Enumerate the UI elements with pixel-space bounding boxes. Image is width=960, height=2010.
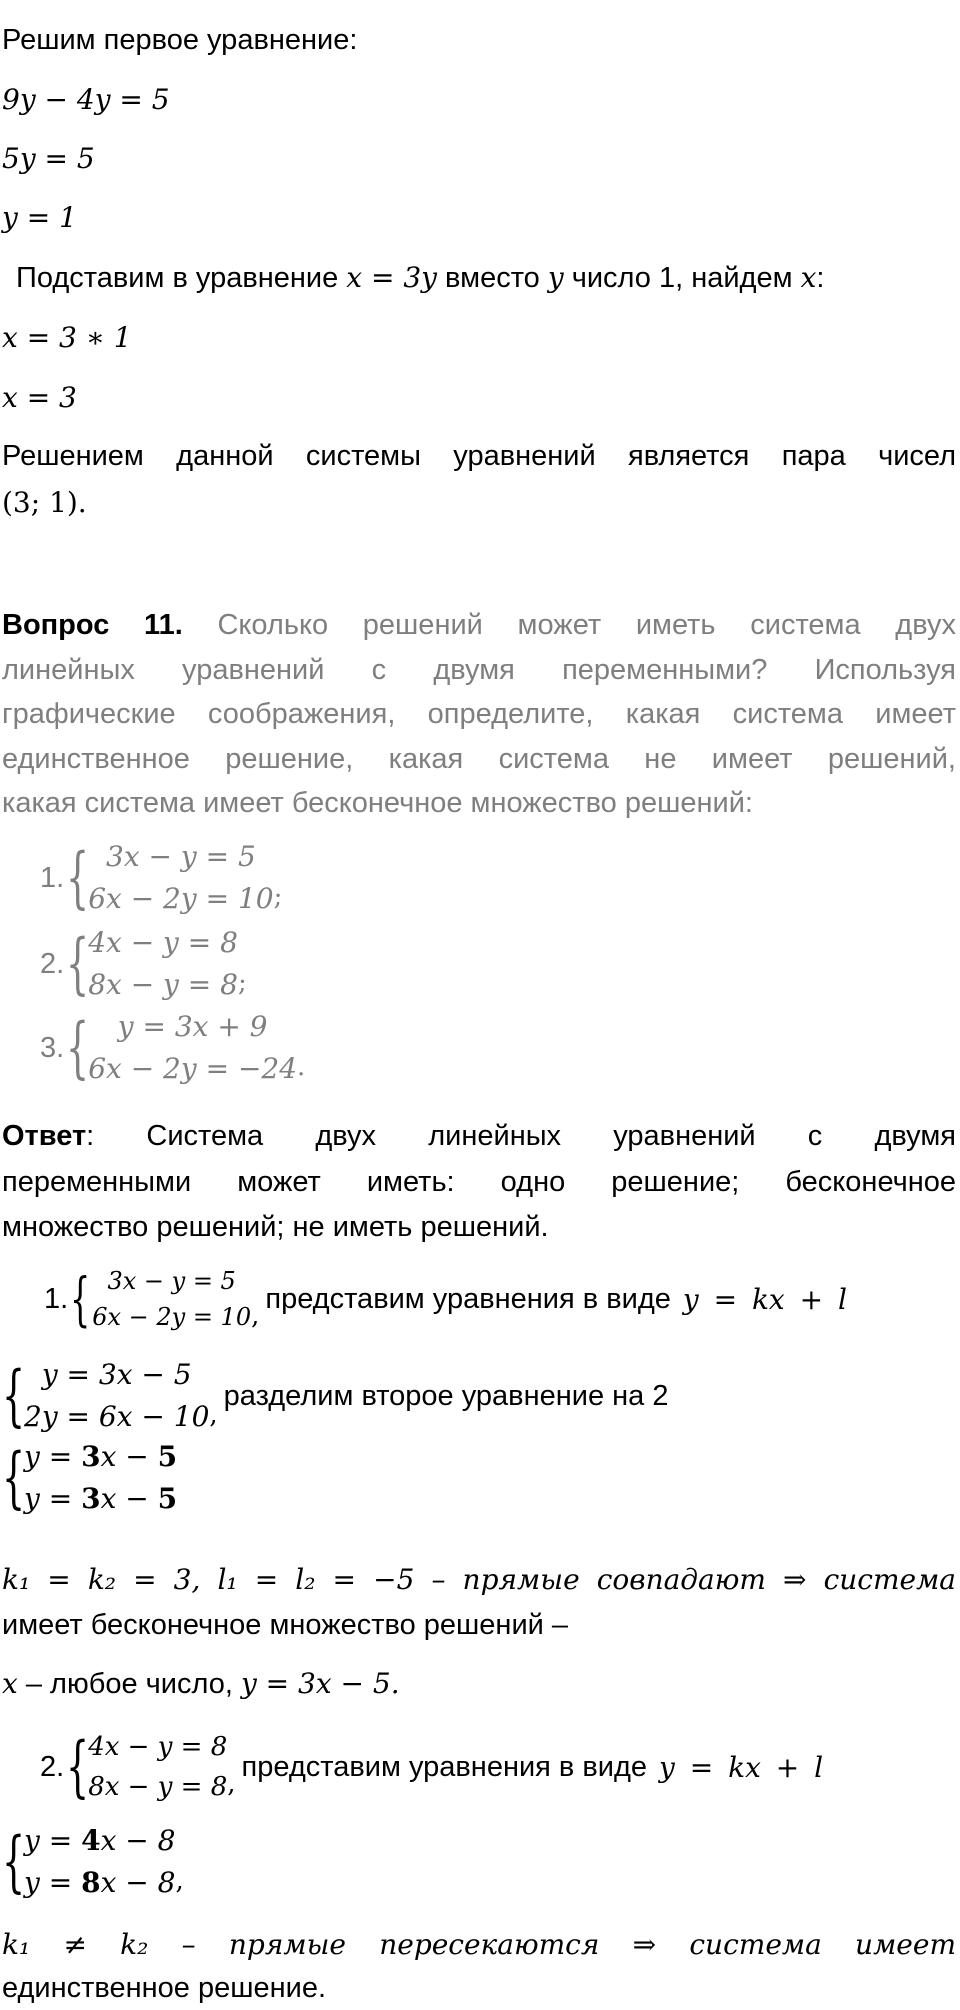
system-equation: 6x − 2y = −24 xyxy=(88,1052,298,1085)
system-equation: 8x − y = 8 xyxy=(88,968,238,1001)
brace-icon: { xyxy=(66,839,90,916)
system-equation: 3x − y = 5 xyxy=(107,1267,236,1295)
brace-icon: { xyxy=(70,1265,91,1333)
system-suffix: , xyxy=(209,1400,218,1430)
equation-line: x = 3 xyxy=(2,381,77,414)
slope-comparison: k₁ = k₂ = 3, l₁ = l₂ = −5 – прямые совпадают ⇒ система xyxy=(2,1563,956,1596)
system-equation: y = 4x − 8 xyxy=(24,1824,176,1857)
system-number: 2. xyxy=(40,1750,65,1783)
system-equation: y = 3x + 9 xyxy=(117,1010,268,1043)
solution-intro: Решим первое уравнение: xyxy=(2,24,358,56)
variable: x xyxy=(2,1667,18,1700)
question-system-1 xyxy=(40,836,282,920)
answer-text: : Система двух линейных уравнений с двумя xyxy=(86,1120,956,1152)
system-suffix: ; xyxy=(237,968,247,998)
system-suffix: . xyxy=(297,1052,306,1082)
brace-icon: { xyxy=(66,925,90,1002)
system-suffix: , xyxy=(227,1769,236,1799)
question-line: графические соображения, определите, какая система имеет xyxy=(2,698,956,730)
brace-icon: { xyxy=(66,1728,90,1805)
question-system-2 xyxy=(40,922,247,1006)
system-equation: y = 3x − 5 xyxy=(41,1358,192,1391)
slope-comparison: k₁ ≠ k₂ – прямые пересекаются ⇒ система имеет xyxy=(2,1928,956,1961)
question-text: Сколько решений может иметь система двух xyxy=(217,609,956,641)
question-line: линейных уравнений с двумя переменными? Используя xyxy=(2,654,956,686)
system-equation: 6x − 2y = 10 xyxy=(92,1303,252,1331)
question-label: Вопрос 11. xyxy=(2,609,183,641)
answer-system-2b xyxy=(2,1820,184,1904)
system-equation: 4x − y = 8 xyxy=(88,926,238,959)
system-number: 2. xyxy=(40,947,65,980)
system-number: 1. xyxy=(40,861,65,894)
answer-line: множество решений; не иметь решений. xyxy=(2,1211,549,1243)
answer-line: единственное решение. xyxy=(2,1972,327,2004)
brace-icon: { xyxy=(2,1439,26,1516)
system-equation: 2y = 6x − 10 xyxy=(24,1400,210,1433)
system-note: представим уравнения в виде xyxy=(241,1750,648,1783)
answer-line xyxy=(2,1662,400,1706)
system-equation: y = 3x − 5 xyxy=(24,1440,178,1473)
system-number: 3. xyxy=(40,1031,65,1064)
question-system-3 xyxy=(40,1006,305,1090)
answer-line xyxy=(2,1114,956,1159)
system-equation: 3x − y = 5 xyxy=(106,840,256,873)
answer-text: – любое число, xyxy=(25,1668,233,1700)
equation-inline: y = 3x − 5. xyxy=(240,1667,400,1700)
brace-icon: { xyxy=(2,1823,26,1900)
answer-line: переменными может иметь: одно решение; бесконечное xyxy=(2,1166,956,1198)
conclusion-text: Решением данной системы уравнений является пара чисел xyxy=(2,440,956,472)
linear-form: y = kx + l xyxy=(682,1282,847,1316)
system-note: представим уравнения в виде xyxy=(265,1282,671,1315)
answer-system-1 xyxy=(44,1259,847,1339)
answer-line: имеет бесконечное множество решений – xyxy=(2,1609,569,1641)
equation-line: 9y − 4y = 5 xyxy=(2,83,170,116)
substitution-text: число 1, найдем xyxy=(571,262,793,294)
system-equation: 8x − y = 8 xyxy=(88,1772,228,1802)
system-suffix: , xyxy=(251,1301,260,1331)
system-suffix: , xyxy=(175,1866,184,1896)
system-suffix: ; xyxy=(273,882,283,912)
substitution-colon: : xyxy=(816,262,825,294)
equation-line: x = 3 ∗ 1 xyxy=(2,321,132,354)
system-equation: y = 8x − 8 xyxy=(24,1866,176,1899)
brace-icon: { xyxy=(66,1009,90,1086)
substitution-text: вместо xyxy=(445,262,540,294)
substitution-expression: x = 3y xyxy=(346,261,437,294)
linear-form: y = kx + l xyxy=(659,1750,824,1784)
system-equation: y = 3x − 5 xyxy=(24,1482,178,1515)
substitution-variable: y xyxy=(547,261,564,294)
question-line: какая система имеет бесконечное множество решений: xyxy=(2,787,753,819)
equation-line: 5y = 5 xyxy=(2,142,95,175)
equation-line: y = 1 xyxy=(2,201,77,234)
answer-system-1c xyxy=(2,1436,177,1520)
system-number: 1. xyxy=(44,1282,69,1315)
system-equation: 4x − y = 8 xyxy=(88,1732,228,1762)
system-equation: 6x − 2y = 10 xyxy=(88,882,274,915)
solution-pair: (3; 1). xyxy=(2,486,87,519)
substitution-text: Подставим в уравнение xyxy=(16,262,339,294)
substitution-variable: x xyxy=(800,261,817,294)
question-line: единственное решение, какая система не имеет решений, xyxy=(2,743,956,775)
answer-system-2 xyxy=(40,1727,823,1807)
brace-icon: { xyxy=(2,1357,26,1434)
substitution-line xyxy=(16,256,824,300)
answer-system-1b xyxy=(2,1354,668,1438)
system-note: разделим второе уравнение на 2 xyxy=(223,1379,669,1412)
answer-label: Ответ xyxy=(2,1120,87,1152)
question-line xyxy=(2,603,956,648)
